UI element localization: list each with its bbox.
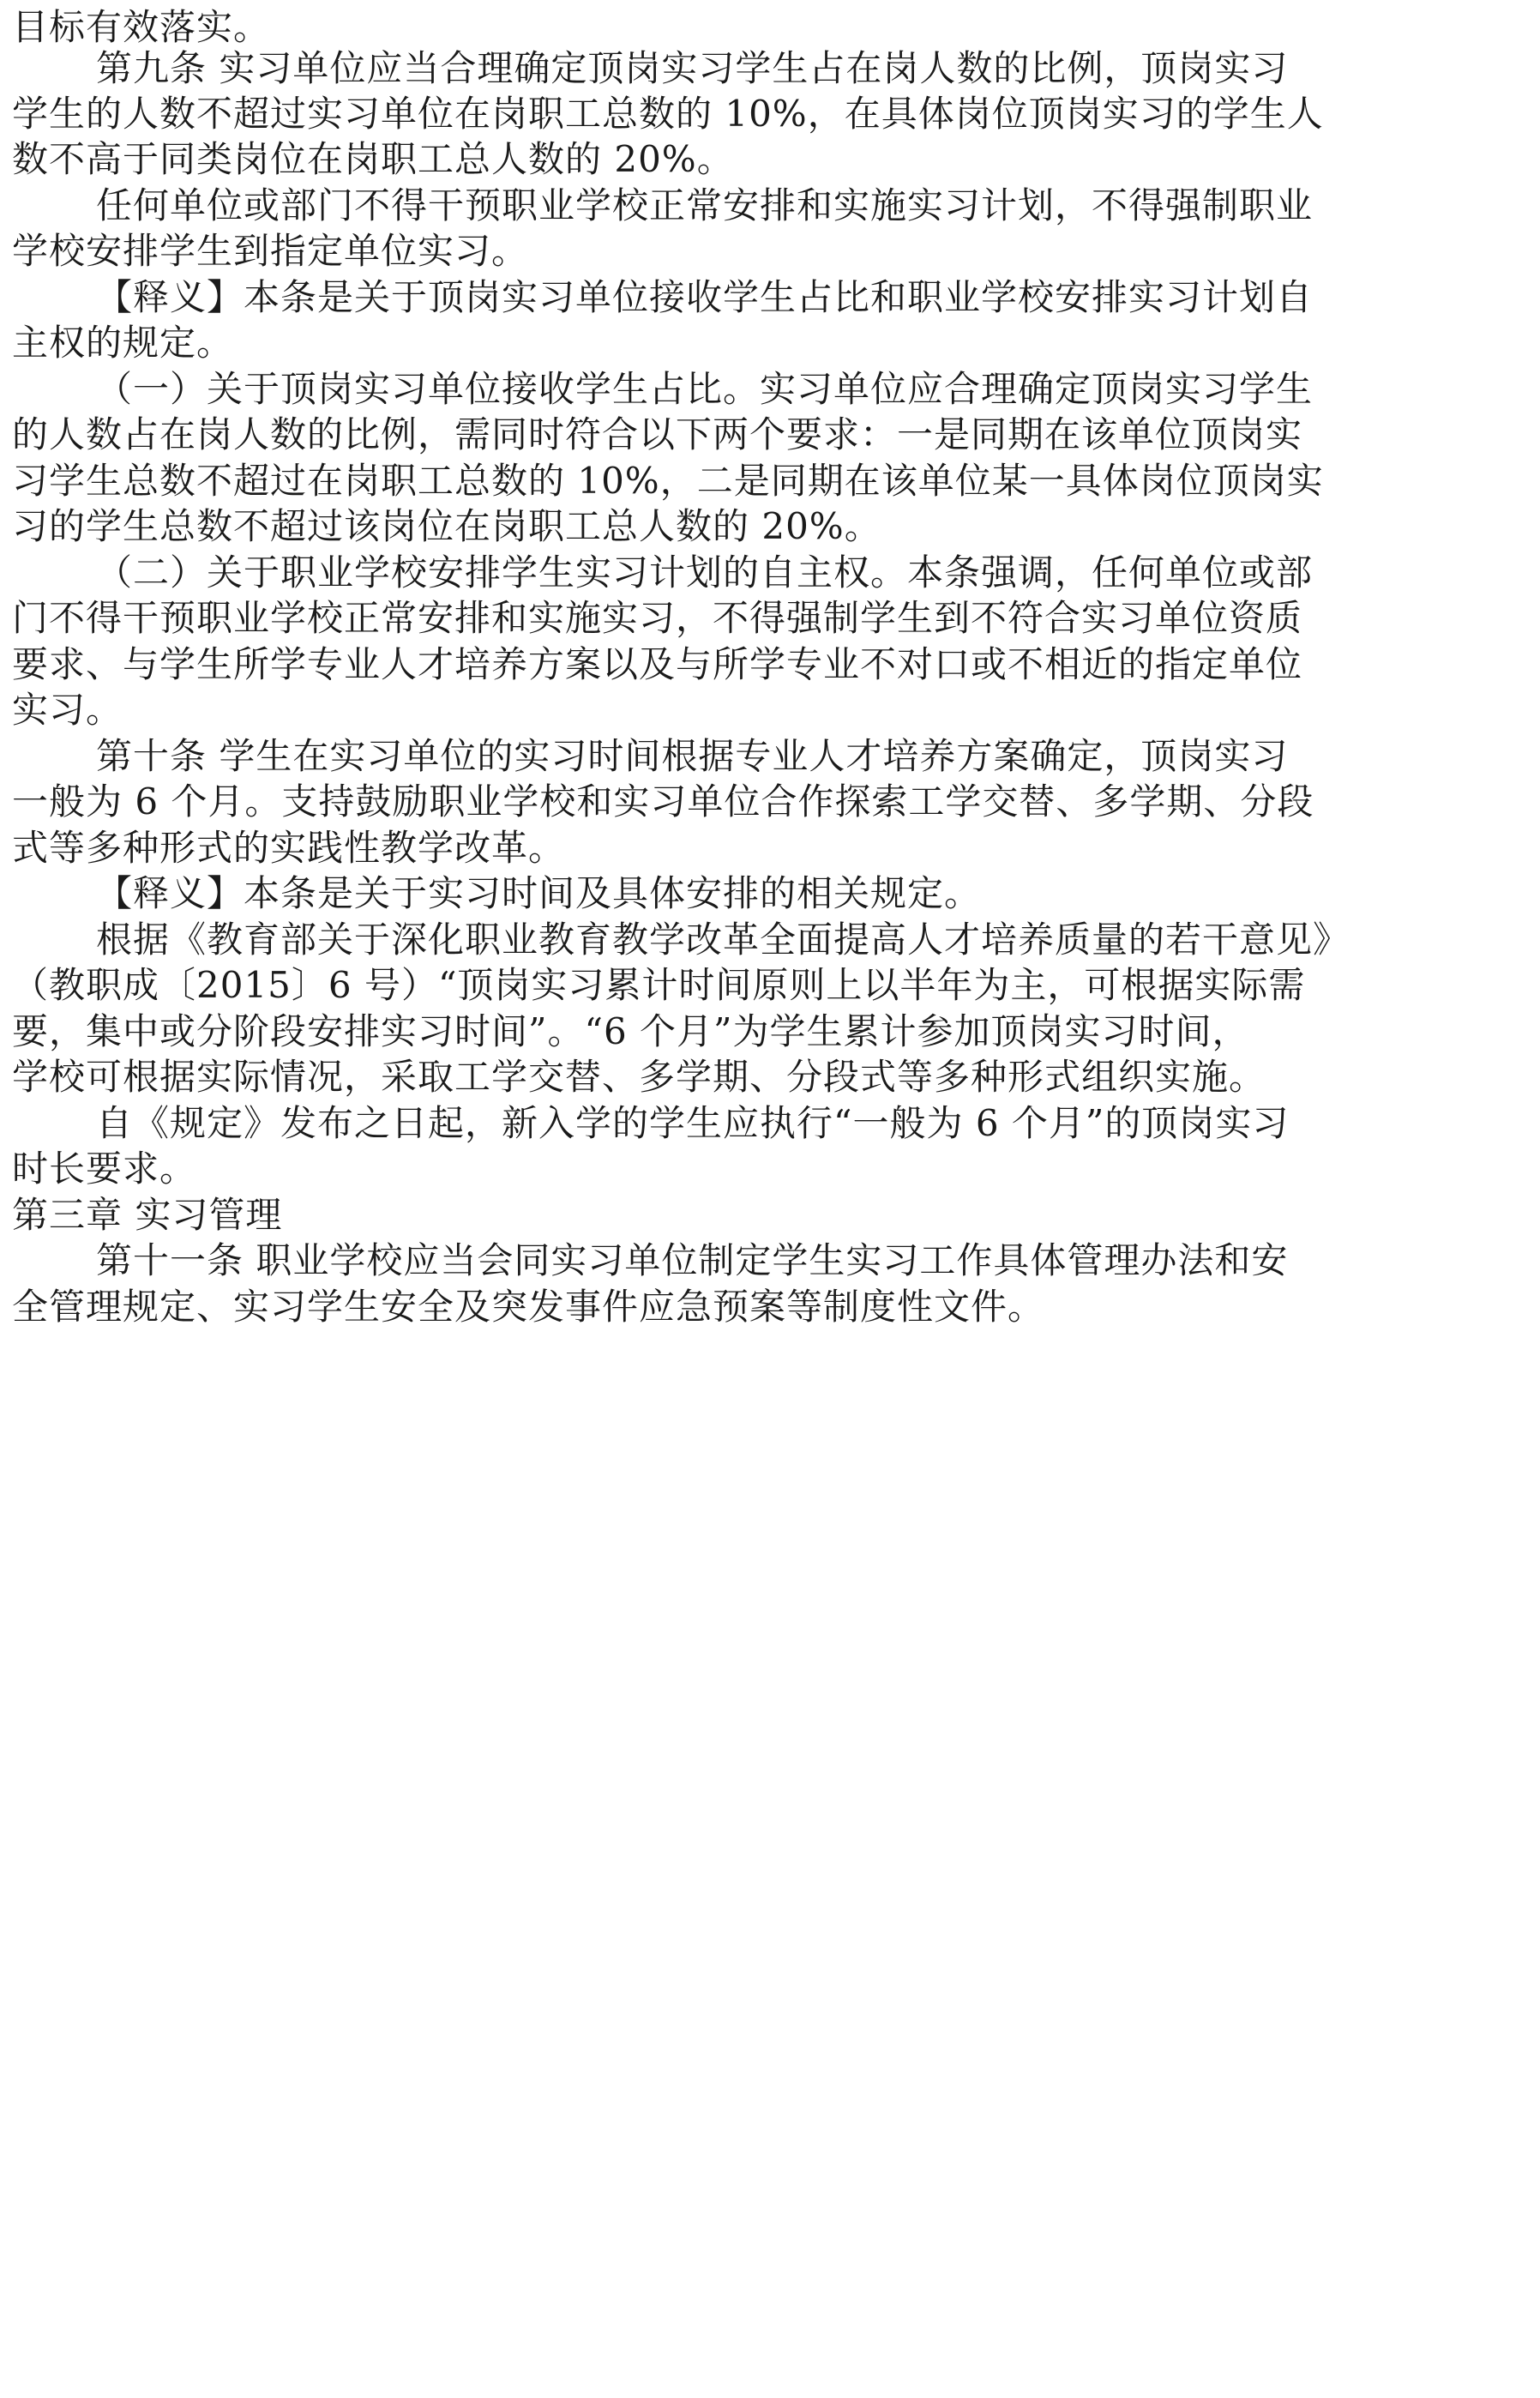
text-line: 数不高于同类岗位在岗职工总人数的 20%。	[12, 138, 734, 180]
text-line: 主权的规定。	[12, 322, 234, 364]
article-9-line: 第九条 实习单位应当合理确定顶岗实习学生占在岗人数的比例，顶岗实习	[96, 47, 1289, 89]
text-line: （教职成〔2015〕6 号）“顶岗实习累计时间原则上以半年为主，可根据实际需	[12, 964, 1306, 1006]
interpretation-line: 【释义】本条是关于顶岗实习单位接收学生占比和职业学校安排实习计划自	[96, 276, 1314, 318]
text-line: 目标有效落实。	[12, 6, 271, 48]
paragraph-line: 任何单位或部门不得干预职业学校正常安排和实施实习计划，不得强制职业	[96, 184, 1314, 226]
interpretation-line: 【释义】本条是关于实习时间及具体安排的相关规定。	[96, 872, 982, 914]
article-10-line: 第十条 学生在实习单位的实习时间根据专业人才培养方案确定，顶岗实习	[96, 735, 1289, 777]
text-line: 习学生总数不超过在岗职工总数的 10%，二是同期在该单位某一具体岗位顶岗实	[12, 460, 1324, 502]
section-two-line: （二）关于职业学校安排学生实习计划的自主权。本条强调，任何单位或部	[96, 551, 1314, 593]
text-line: 门不得干预职业学校正常安排和实施实习，不得强制学生到不符合实习单位资质	[12, 597, 1303, 639]
chapter-heading: 第三章 实习管理	[12, 1194, 283, 1236]
text-line: 实习。	[12, 689, 123, 731]
paragraph-line: 根据《教育部关于深化职业教育教学改革全面提高人才培养质量的若干意见》	[96, 919, 1351, 961]
text-line: 学校安排学生到指定单位实习。	[12, 230, 529, 272]
text-line: 一般为 6 个月。支持鼓励职业学校和实习单位合作探索工学交替、多学期、分段	[12, 780, 1314, 822]
text-line: 式等多种形式的实践性教学改革。	[12, 827, 566, 869]
section-one-line: （一）关于顶岗实习单位接收学生占比。实习单位应合理确定顶岗实习学生	[96, 368, 1314, 410]
text-line: 要，集中或分阶段安排实习时间”。“6 个月”为学生累计参加顶岗实习时间，	[12, 1010, 1249, 1052]
text-line: 习的学生总数不超过该岗位在岗职工总人数的 20%。	[12, 505, 881, 547]
text-line: 学校可根据实际情况，采取工学交替、多学期、分段式等多种形式组织实施。	[12, 1056, 1266, 1098]
article-11-line: 第十一条 职业学校应当会同实习单位制定学生实习工作具体管理办法和安	[96, 1239, 1289, 1281]
paragraph-line: 自《规定》发布之日起，新入学的学生应执行“一般为 6 个月”的顶岗实习	[96, 1102, 1290, 1144]
text-line: 要求、与学生所学专业人才培养方案以及与所学专业不对口或不相近的指定单位	[12, 643, 1303, 685]
text-line: 时长要求。	[12, 1148, 197, 1190]
text-line: 的人数占在岗人数的比例，需同时符合以下两个要求：一是同期在该单位顶岗实	[12, 413, 1303, 455]
text-line: 学生的人数不超过实习单位在岗职工总数的 10%，在具体岗位顶岗实习的学生人	[12, 93, 1324, 135]
text-line: 全管理规定、实习学生安全及突发事件应急预案等制度性文件。	[12, 1286, 1045, 1328]
